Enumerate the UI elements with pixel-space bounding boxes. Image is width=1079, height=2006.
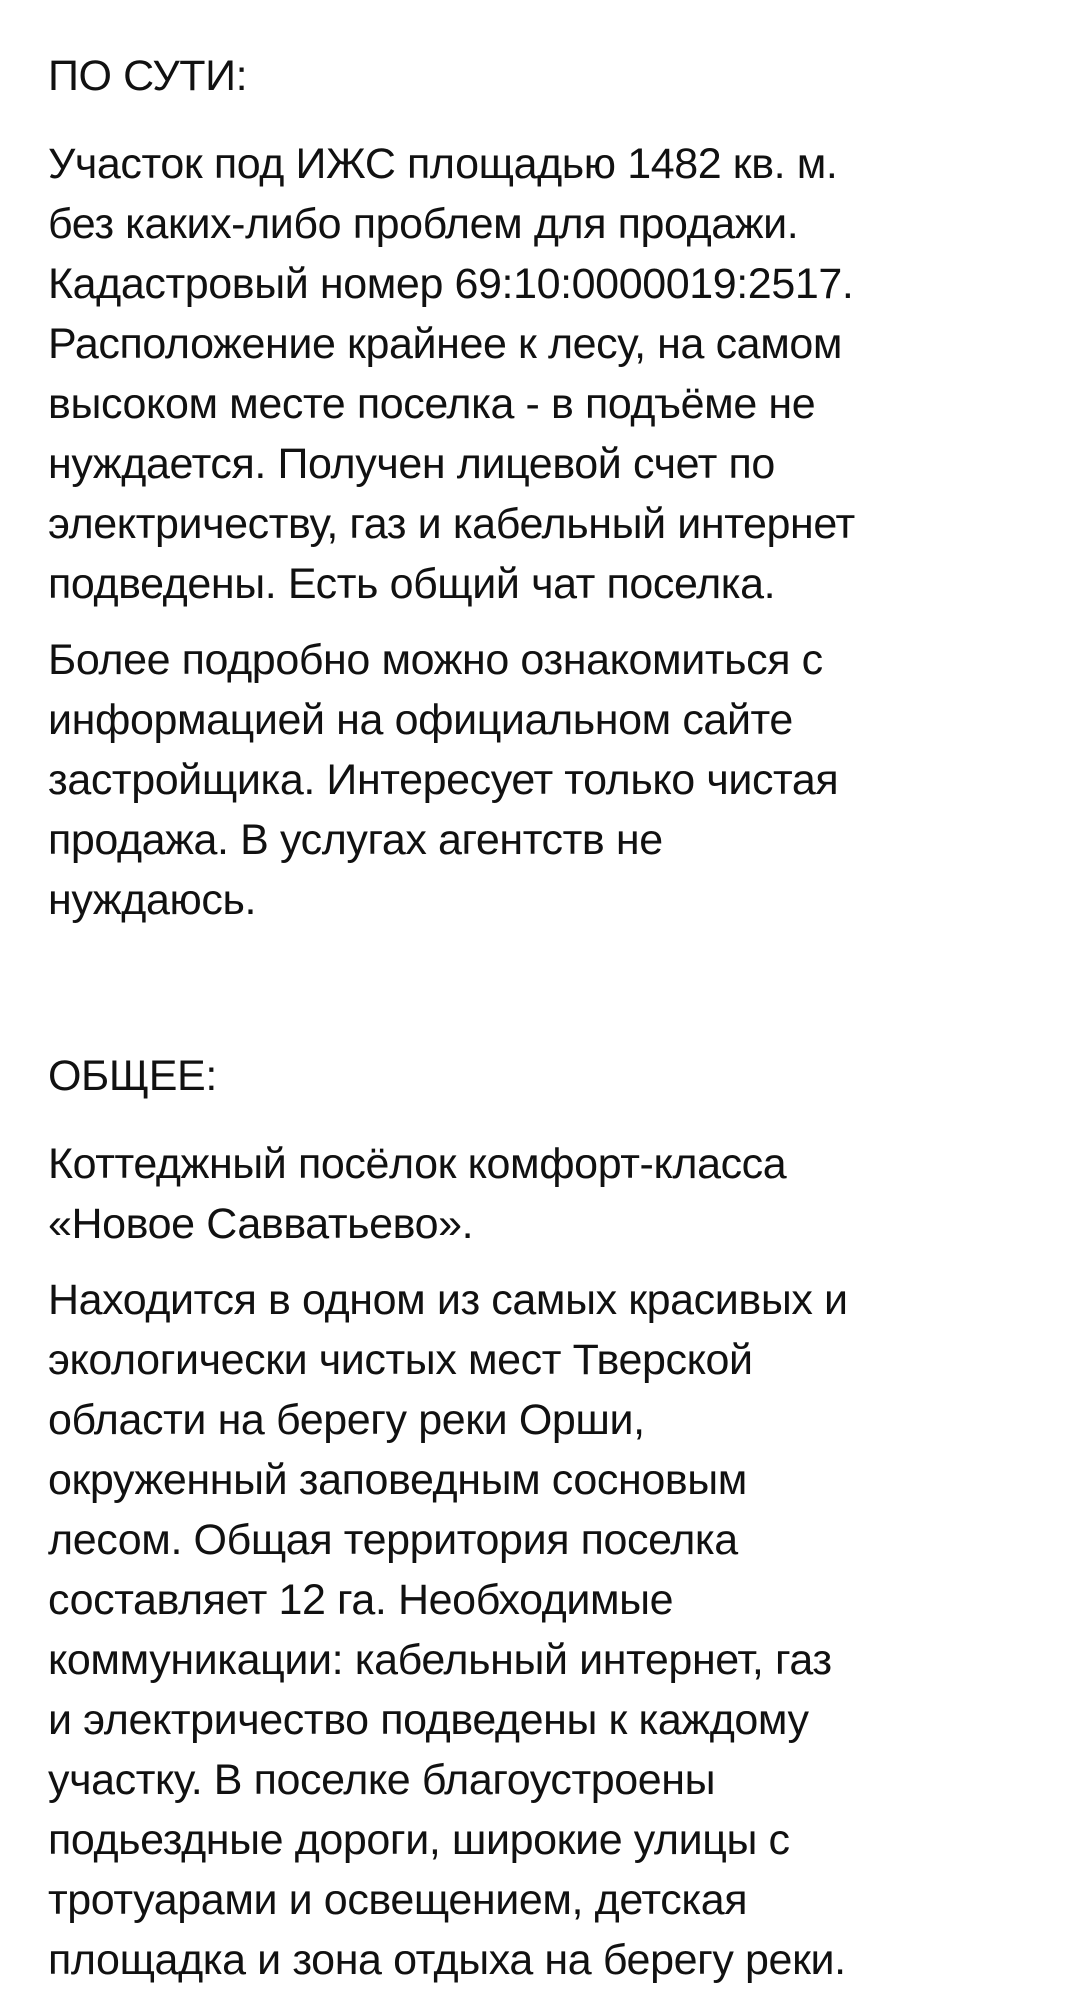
text-line: Находится в одном из самых красивых и — [48, 1276, 848, 1324]
section-heading: ОБЩЕЕ: — [48, 1052, 217, 1100]
text-line: Кадастровый номер 69:10:0000019:2517. — [48, 260, 854, 308]
text-line: и электричество подведены к каждому — [48, 1696, 809, 1744]
section-obshchee — [48, 1046, 1053, 1990]
text-line: окруженный заповедным сосновым — [48, 1456, 747, 1504]
text-line: без каких-либо проблем для продажи. — [48, 200, 799, 248]
text-line: нуждается. Получен лицевой счет по — [48, 440, 775, 488]
text-line: Участок под ИЖС площадью 1482 кв. м. — [48, 140, 838, 188]
paragraph-more-info — [48, 630, 1053, 930]
text-line: высоком месте поселка - в подъёме не — [48, 380, 816, 428]
text-line: коммуникации: кабельный интернет, газ — [48, 1636, 832, 1684]
text-line: Расположение крайнее к лесу, на самом — [48, 320, 843, 368]
text-line: продажа. В услугах агентств не — [48, 816, 663, 864]
paragraph-village-description — [48, 1270, 1053, 1990]
text-line: тротуарами и освещением, детская — [48, 1876, 748, 1924]
paragraph-plot-info — [48, 134, 1053, 614]
text-line: подведены. Есть общий чат поселка. — [48, 560, 776, 608]
text-line: экологически чистых мест Тверской — [48, 1336, 753, 1384]
text-line: «Новое Савватьево». — [48, 1200, 474, 1248]
section-spacer — [48, 946, 1053, 1046]
text-line: застройщика. Интересует только чистая — [48, 756, 839, 804]
text-line: Более подробно можно ознакомиться с — [48, 636, 823, 684]
text-line: электричеству, газ и кабельный интернет — [48, 500, 855, 548]
text-line: составляет 12 га. Необходимые — [48, 1576, 674, 1624]
text-line: участку. В поселке благоустроены — [48, 1756, 716, 1804]
text-line: Коттеджный посёлок комфорт-класса — [48, 1140, 787, 1188]
text-line: подьездные дороги, широкие улицы с — [48, 1816, 790, 1864]
text-line: нуждаюсь. — [48, 876, 256, 924]
section-po-suti — [48, 46, 1053, 930]
section-heading: ПО СУТИ: — [48, 52, 248, 100]
text-line: информацией на официальном сайте — [48, 696, 793, 744]
text-line: лесом. Общая территория поселка — [48, 1516, 738, 1564]
paragraph-village-name — [48, 1134, 1053, 1254]
text-line: области на берегу реки Орши, — [48, 1396, 645, 1444]
document-body — [48, 46, 1053, 2006]
text-line: площадка и зона отдыха на берегу реки. — [48, 1936, 846, 1984]
